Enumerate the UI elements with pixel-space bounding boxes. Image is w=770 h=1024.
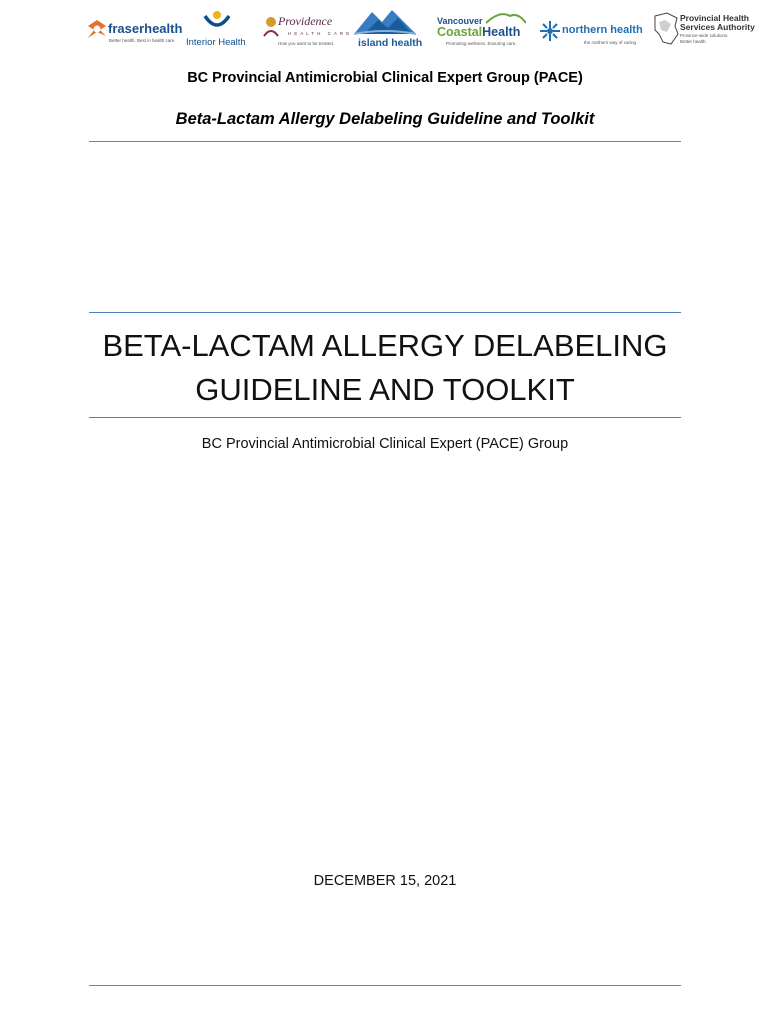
northern-health-name: northern health	[562, 24, 643, 36]
interior-health-name: Interior Health	[186, 37, 246, 48]
vch-tagline: Promoting wellness. Ensuring care.	[446, 41, 517, 46]
header-organization: BC Provincial Antimicrobial Clinical Expert Group (PACE)	[187, 70, 583, 86]
bc-map-icon	[653, 12, 679, 46]
interior-health-mark-icon	[202, 10, 232, 34]
phsa-logo	[652, 8, 755, 52]
document-author: BC Provincial Antimicrobial Clinical Expert (PACE) Group	[201, 436, 569, 452]
fraserhealth-name: fraserhealth	[108, 21, 183, 36]
fraserhealth-mark-icon	[86, 18, 108, 40]
island-health-name: island health	[358, 37, 423, 49]
document-date: DECEMBER 15, 2021	[313, 873, 457, 889]
document-title-line2: GUIDELINE AND TOOLKIT	[195, 372, 575, 407]
footer-divider	[89, 985, 681, 986]
vch-name-line1: Vancouver	[437, 16, 483, 26]
vancouver-coastal-health-logo	[436, 8, 528, 52]
vch-name-line2	[437, 25, 520, 39]
health-authority-logos-bar	[84, 8, 755, 52]
providence-tagline: How you want to be treated.	[278, 41, 335, 46]
providence-logo	[260, 8, 353, 52]
phsa-tagline-line1: Province-wide solutions.	[680, 33, 729, 38]
vch-name-coastal: Coastal	[437, 25, 483, 39]
northern-health-mark-icon	[539, 20, 561, 42]
document-title	[0, 324, 770, 412]
header-subtitle: Beta-Lactam Allergy Delabeling Guideline and Toolkit	[175, 110, 595, 128]
vch-mountain-icon	[486, 10, 526, 24]
interior-health-logo	[184, 8, 256, 52]
phsa-name-line2: Services Authority	[680, 22, 755, 32]
fraserhealth-tagline: Better health. Best in health care.	[109, 38, 176, 43]
island-health-mountains-icon	[354, 8, 416, 36]
northern-health-logo	[538, 8, 643, 52]
document-title-line1: BETA-LACTAM ALLERGY DELABELING	[102, 328, 668, 363]
island-health-logo	[352, 8, 423, 52]
providence-subname: HEALTH CARE	[288, 31, 353, 36]
title-bottom-rule	[89, 417, 681, 418]
phsa-name-line1: Provincial Health	[680, 13, 749, 23]
phsa-tagline-line2: Better health.	[680, 39, 707, 44]
header-divider	[89, 141, 681, 142]
title-top-rule	[89, 312, 681, 313]
providence-name: Providence	[278, 14, 333, 28]
northern-health-tagline: the northern way of caring	[584, 40, 637, 45]
vch-name-health: Health	[482, 25, 521, 39]
fraserhealth-logo	[84, 8, 183, 52]
